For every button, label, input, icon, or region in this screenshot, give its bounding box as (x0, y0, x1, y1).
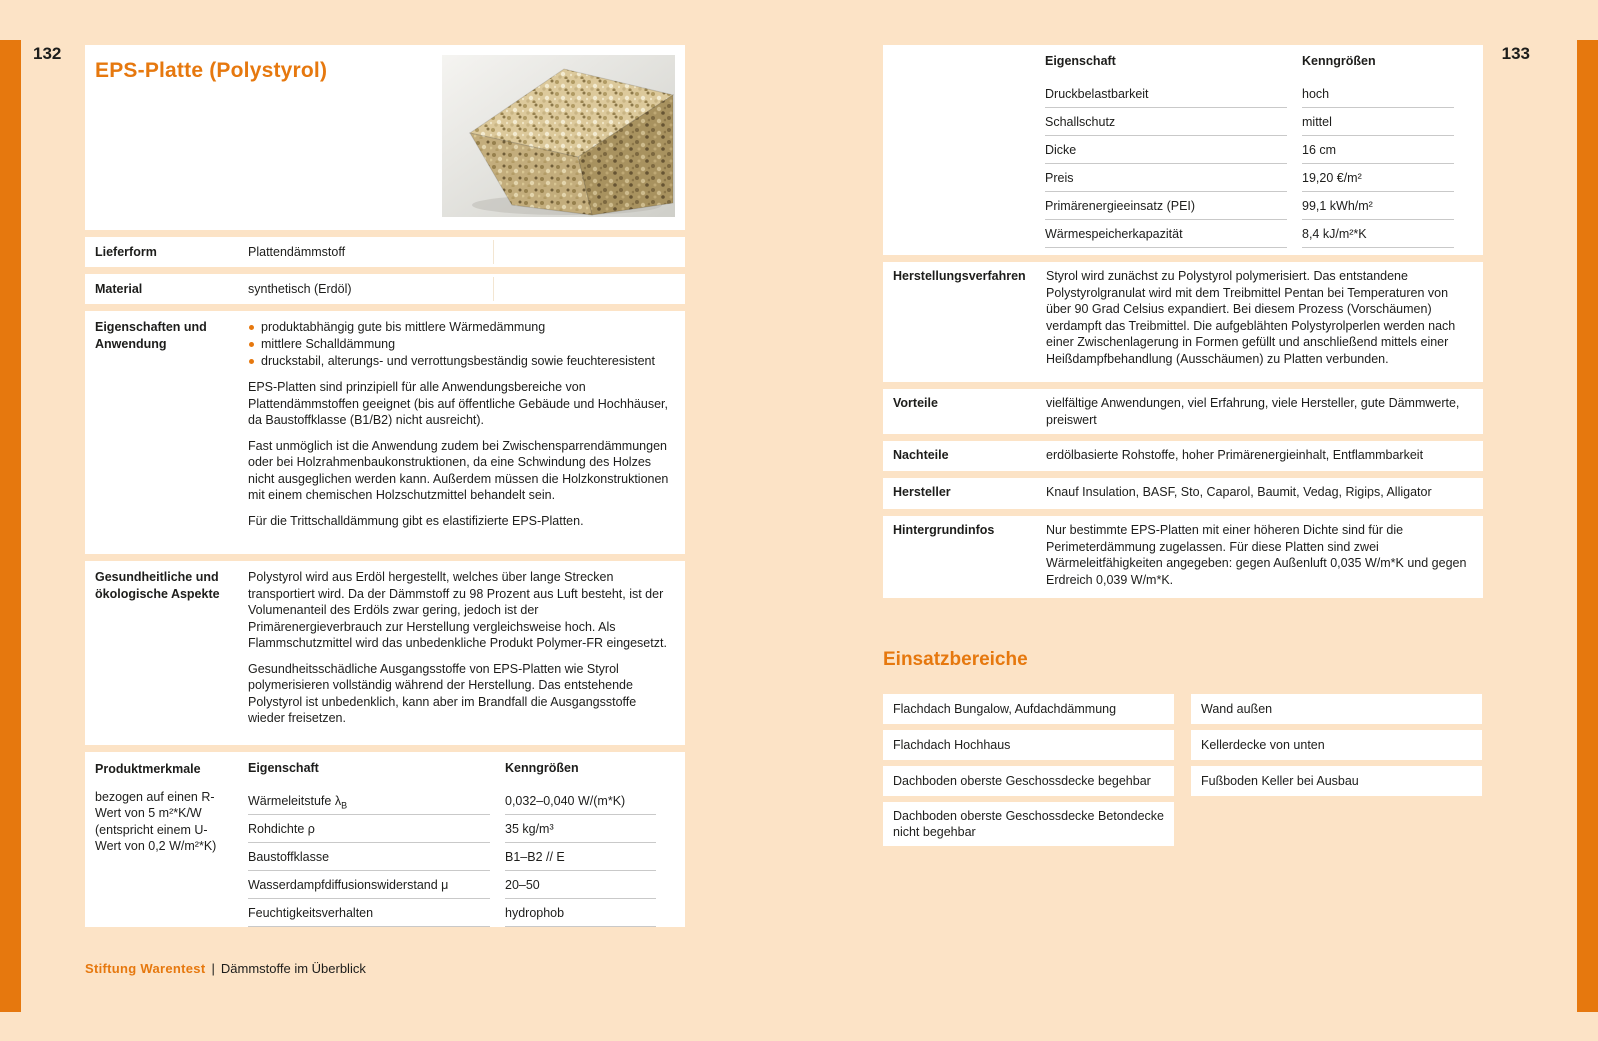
paragraph: EPS-Platten sind prinzipiell für alle Anwendungsbereiche von Plattendämmstoffen geeignet (bis auf öffentliche Gebäude und Hochhäuser, da Baustoffklasse (B1/B2) nicht ausreicht). (248, 380, 668, 427)
title-block (85, 45, 685, 230)
empty-cell (493, 244, 685, 267)
property-cell: Schallschutz (1045, 108, 1287, 136)
value-cell: 8,4 kJ/m²*K (1302, 220, 1454, 248)
einsatzbereiche-heading: Einsatzbereiche (883, 649, 1028, 670)
page-footer (85, 961, 366, 976)
paragraph: Für die Trittschalldämmung gibt es elastifizierte EPS-Platten. (248, 513, 584, 528)
paragraph: Polystyrol wird aus Erdöl hergestellt, welches über lange Strecken transportiert wird. Da der Dämmstoff zu 98 Prozent aus Luft besteht, ist der Volumenanteil des Erdöls zwar gering, jedoch ist der Primärenergieverbrauch zur Herstellung vergleichsweise hoch. Als Flammschutzmittel wird das unbedenkliche Produkt Polymer-FR eingesetzt. (248, 570, 667, 650)
row-label: Herstellungsverfahren (893, 269, 1026, 283)
left-page (85, 45, 685, 927)
row-label: Lieferform (95, 245, 157, 259)
value-cell: hoch (1302, 80, 1454, 108)
property-cell (248, 787, 490, 815)
bullet-icon (249, 342, 254, 347)
bullet-item (248, 319, 671, 336)
row-content (248, 319, 671, 544)
paragraph: Fast unmöglich ist die Anwendung zudem bei Zwischensparrendämmungen oder bei Holzrahmenbaukonstruktionen, da eine Schwindung des Holzes nicht ausgeglichen werden kann. Außerdem müssen die Holzkonstruktionen mit einem chemischen Holzschutzmittel behandelt sein. (248, 438, 669, 502)
eps-foam-photo (442, 55, 675, 217)
value-cell: mittel (1302, 108, 1454, 136)
einsatzbereiche-column-left (883, 694, 1174, 846)
row-label: Hintergrundinfos (893, 523, 995, 537)
einsatzbereiche-column-right (1191, 694, 1482, 846)
book-title: Dämmstoffe im Überblick (220, 961, 366, 976)
row-text: Nur bestimmte EPS-Platten mit einer höheren Dichte sind für die Perimeterdämmung zugelassen. Für diese Platten sind zwei Wärmeleitfähigkeiten angegeben: gegen Außenluft 0,035 W/m*K und gegen Erdreich 0,039 W/m*K. (1046, 523, 1467, 587)
column-header-value: Kenngrößen (1302, 54, 1376, 68)
row-text: Knauf Insulation, BASF, Sto, Caparol, Baumit, Vedag, Rigips, Alligator (1046, 485, 1432, 499)
bullet-text: mittlere Schalldämmung (261, 337, 396, 351)
footer-separator: | (211, 961, 215, 976)
column-header-property: Eigenschaft (1045, 54, 1116, 68)
row-text: vielfältige Anwendungen, viel Erfahrung, viele Hersteller, gute Dämmwerte, preiswert (1046, 396, 1460, 427)
nachteile-row (883, 441, 1483, 471)
einsatzbereich-item: Fußboden Keller bei Ausbau (1191, 766, 1482, 796)
material-row (85, 274, 685, 304)
vorteile-row (883, 389, 1483, 434)
publisher-brand: Stiftung Warentest (85, 961, 206, 976)
row-value: Plattendämmstoff (248, 245, 346, 259)
property-text: Wärmeleitstufe λ (248, 794, 342, 808)
bullet-text: produktabhängig gute bis mittlere Wärmedämmung (261, 320, 546, 334)
right-edge-bar (1577, 40, 1598, 1012)
einsatzbereich-item: Dachboden oberste Geschossdecke Betondecke nicht begehbar (883, 802, 1174, 846)
lieferform-row (85, 237, 685, 267)
einsatzbereich-item: Kellerdecke von unten (1191, 730, 1482, 760)
row-label: Material (95, 282, 143, 296)
row-label: Produktmerkmale (95, 762, 201, 776)
gesundheit-row (85, 561, 685, 745)
produktmerkmale-table (248, 761, 671, 927)
column-header-value: Kenngrößen (505, 761, 579, 775)
einsatzbereich-item: Flachdach Hochhaus (883, 730, 1174, 760)
eigenschaften-anwendung-row (85, 311, 685, 554)
property-cell: Rohdichte ρ (248, 815, 490, 843)
hersteller-row (883, 478, 1483, 509)
produktmerkmale-row (85, 752, 685, 927)
row-value: synthetisch (Erdöl) (248, 282, 352, 296)
property-cell: Dicke (1045, 136, 1287, 164)
row-label: Eigenschaften und Anwendung (95, 320, 207, 351)
einsatzbereich-item: Dachboden oberste Geschossdecke begehbar (883, 766, 1174, 796)
row-content (248, 569, 671, 735)
value-cell: 0,032–0,040 W/(m*K) (505, 787, 656, 815)
property-cell: Baustoffklasse (248, 843, 490, 871)
kenngroessen-table-row (883, 45, 1483, 255)
einsatzbereich-item: Flachdach Bungalow, Aufdachdämmung (883, 694, 1174, 724)
row-text: Styrol wird zunächst zu Polystyrol polymerisiert. Das entstandene Polystyrolgranulat wird mit dem Treibmittel Pentan bei Temperaturen von über 90 Grad Celsius expandiert. Bei diesem Prozess (Vorschäumen) verdampft das Treibmittel. Die aufgeblähten Polystyrolperlen werden nach einer Zwischenlagerung in Formen gefüllt und anschließend mittels einer Heißdampfbehandlung (Ausschäumen) zu Platten verbunden. (1046, 269, 1456, 366)
eps-foam-photo-graphic (442, 55, 675, 217)
row-label: Vorteile (893, 396, 938, 410)
value-cell: 16 cm (1302, 136, 1454, 164)
einsatzbereiche-grid (883, 694, 1483, 846)
empty-cell (493, 281, 685, 304)
kenngroessen-table (1045, 54, 1469, 248)
bullet-text: druckstabil, alterungs- und verrottungsbeständig sowie feuchteresistent (261, 354, 655, 368)
value-cell: 20–50 (505, 871, 656, 899)
page-title: EPS-Platte (Polystyrol) (95, 59, 328, 82)
bullet-icon (249, 325, 254, 330)
bullet-icon (249, 359, 254, 364)
row-label: Nachteile (893, 448, 949, 462)
value-cell: 99,1 kWh/m² (1302, 192, 1454, 220)
value-cell: hydrophob (505, 899, 656, 927)
reference-note: bezogen auf einen R-Wert von 5 m²*K/W (entspricht einem U-Wert von 0,2 W/m²*K) (95, 789, 217, 853)
bullet-item (248, 336, 671, 353)
einsatzbereich-item: Wand außen (1191, 694, 1482, 724)
value-cell: 35 kg/m³ (505, 815, 656, 843)
left-edge-bar (0, 40, 21, 1012)
hintergrundinfos-row (883, 516, 1483, 598)
column-header-property: Eigenschaft (248, 761, 319, 775)
right-page (883, 45, 1483, 846)
page-number-left: 132 (33, 44, 62, 63)
row-text: erdölbasierte Rohstoffe, hoher Primärenergieinhalt, Entflammbarkeit (1046, 448, 1424, 462)
bullet-item (248, 353, 671, 370)
property-cell: Wasserdampfdiffusionswiderstand μ (248, 871, 490, 899)
page-number-right: 133 (1501, 44, 1530, 63)
property-cell: Preis (1045, 164, 1287, 192)
property-cell: Primärenergieeinsatz (PEI) (1045, 192, 1287, 220)
property-cell: Druckbelastbarkeit (1045, 80, 1287, 108)
paragraph: Gesundheitsschädliche Ausgangsstoffe von EPS-Platten wie Styrol polymerisieren vollständig während der Herstellung. Das entstehende Polystyrol ist unbedenklich, kann aber im Brandfall die Ausgangsstoffe wieder freisetzen. (248, 661, 637, 725)
row-label: Hersteller (893, 485, 951, 499)
property-cell: Wärmespeicherkapazität (1045, 220, 1287, 248)
herstellungsverfahren-row (883, 262, 1483, 382)
row-label: Gesundheitliche und ökologische Aspekte (95, 570, 220, 601)
property-subscript: B (341, 800, 348, 811)
row-label-block (95, 761, 248, 927)
value-cell: 19,20 €/m² (1302, 164, 1454, 192)
property-cell: Feuchtigkeitsverhalten (248, 899, 490, 927)
value-cell: B1–B2 // E (505, 843, 656, 871)
